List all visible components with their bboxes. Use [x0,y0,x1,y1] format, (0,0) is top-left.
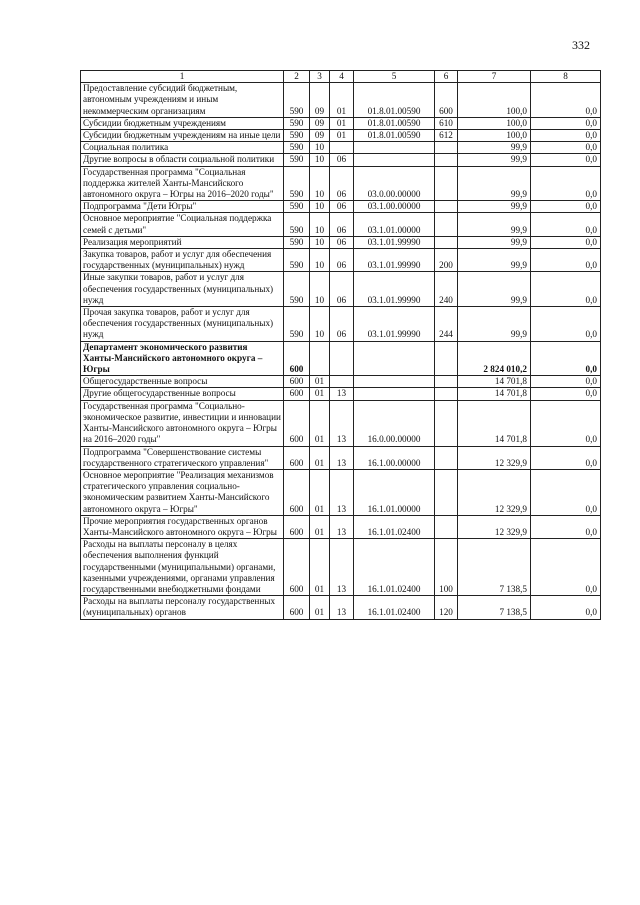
cell-amount: 99,9 [458,166,531,201]
cell-section: 01 [310,515,330,538]
cell-subsection: 13 [330,469,354,515]
cell-code-admin: 600 [284,515,310,538]
table-row [81,236,601,248]
cell-code-admin: 590 [284,166,310,201]
cell-section: 09 [310,117,330,129]
cell-expense-type: 120 [435,596,458,619]
cell-target-article: 03.0.00.00000 [354,166,435,201]
cell-amount: 12 329,9 [458,515,531,538]
cell-code-admin: 590 [284,154,310,166]
cell-expense-type [435,236,458,248]
column-header: 6 [435,71,458,83]
cell-amount-extra: 0,0 [531,166,601,201]
cell-target-article: 03.1.01.99990 [354,307,435,342]
column-header: 2 [284,71,310,83]
cell-amount: 14 701,8 [458,400,531,446]
cell-target-article [354,388,435,400]
cell-amount-extra: 0,0 [531,446,601,469]
column-header: 4 [330,71,354,83]
cell-section: 10 [310,213,330,236]
cell-target-article [354,154,435,166]
cell-code-admin: 600 [284,400,310,446]
cell-amount-extra: 0,0 [531,469,601,515]
cell-name: Иные закупки товаров, работ и услуг для обеспечения государственных (муниципальных) нужд [81,272,284,307]
cell-expense-type: 610 [435,117,458,129]
table-row [81,201,601,213]
cell-expense-type [435,388,458,400]
cell-section: 10 [310,272,330,307]
cell-code-admin: 590 [284,236,310,248]
cell-amount: 12 329,9 [458,446,531,469]
cell-name: Подпрограмма "Дети Югры" [81,201,284,213]
cell-section: 01 [310,388,330,400]
cell-code-admin: 590 [284,117,310,129]
cell-amount: 99,9 [458,154,531,166]
cell-expense-type [435,515,458,538]
cell-subsection: 06 [330,166,354,201]
table-row [81,400,601,446]
cell-section: 01 [310,539,330,596]
cell-subsection: 01 [330,83,354,118]
table-row [81,596,601,619]
cell-section: 01 [310,376,330,388]
cell-amount-extra: 0,0 [531,154,601,166]
cell-expense-type [435,446,458,469]
column-header: 7 [458,71,531,83]
cell-amount: 14 701,8 [458,376,531,388]
cell-name: Основное мероприятие "Социальная поддержка семей с детьми" [81,213,284,236]
table-row [81,388,601,400]
cell-expense-type [435,201,458,213]
cell-code-admin: 600 [284,469,310,515]
table-row [81,341,601,376]
cell-subsection: 06 [330,272,354,307]
cell-subsection: 13 [330,539,354,596]
cell-code-admin: 590 [284,249,310,272]
cell-section: 01 [310,446,330,469]
cell-target-article: 16.1.01.02400 [354,596,435,619]
cell-code-admin: 590 [284,307,310,342]
cell-expense-type: 612 [435,130,458,142]
cell-target-article [354,376,435,388]
cell-section: 10 [310,249,330,272]
cell-name: Прочие мероприятия государственных органов Ханты-Мансийского автономного округа – Югры [81,515,284,538]
cell-subsection: 06 [330,307,354,342]
cell-section: 10 [310,154,330,166]
cell-amount-extra: 0,0 [531,539,601,596]
cell-expense-type [435,400,458,446]
cell-amount-extra: 0,0 [531,130,601,142]
cell-code-admin: 590 [284,130,310,142]
cell-name: Государственная программа "Социальная поддержка жителей Ханты-Мансийского автономного округа – Югры на 2016–2020 годы" [81,166,284,201]
table-row [81,166,601,201]
cell-target-article: 16.0.00.00000 [354,400,435,446]
cell-code-admin: 600 [284,388,310,400]
cell-amount-extra: 0,0 [531,388,601,400]
table-row [81,83,601,118]
cell-amount-extra: 0,0 [531,201,601,213]
cell-target-article: 16.1.01.02400 [354,515,435,538]
cell-name: Предоставление субсидий бюджетным, автономным учреждениям и иным некоммерческим организациям [81,83,284,118]
cell-code-admin: 590 [284,83,310,118]
cell-subsection: 01 [330,130,354,142]
cell-name: Государственная программа "Социально-экономическое развитие, инвестиции и инновации Ханты-Мансийского автономного округа – Югры на 2016–2020 годы" [81,400,284,446]
cell-section: 09 [310,130,330,142]
page-number: 332 [572,38,590,52]
cell-amount: 99,9 [458,201,531,213]
table-row [81,539,601,596]
cell-amount: 99,9 [458,307,531,342]
cell-amount-extra: 0,0 [531,341,601,376]
cell-expense-type [435,166,458,201]
cell-target-article: 01.8.01.00590 [354,117,435,129]
cell-amount: 100,0 [458,130,531,142]
cell-amount-extra: 0,0 [531,117,601,129]
cell-name: Департамент экономического развития Ханты-Мансийского автономного округа – Югры [81,341,284,376]
table-row [81,376,601,388]
cell-code-admin: 600 [284,596,310,619]
cell-code-admin: 600 [284,376,310,388]
column-header: 5 [354,71,435,83]
cell-section: 10 [310,201,330,213]
cell-target-article [354,341,435,376]
table-row [81,130,601,142]
cell-target-article: 16.1.01.02400 [354,539,435,596]
cell-name: Общегосударственные вопросы [81,376,284,388]
cell-target-article [354,142,435,154]
cell-name: Другие общегосударственные вопросы [81,388,284,400]
table-row [81,272,601,307]
cell-amount: 99,9 [458,142,531,154]
cell-name: Социальная политика [81,142,284,154]
cell-subsection: 13 [330,596,354,619]
cell-amount: 7 138,5 [458,539,531,596]
cell-amount: 99,9 [458,236,531,248]
cell-target-article: 03.1.01.99990 [354,249,435,272]
cell-subsection: 06 [330,236,354,248]
cell-amount: 100,0 [458,117,531,129]
cell-expense-type: 244 [435,307,458,342]
cell-name: Расходы на выплаты персоналу государственных (муниципальных) органов [81,596,284,619]
cell-name: Субсидии бюджетным учреждениям [81,117,284,129]
cell-amount-extra: 0,0 [531,272,601,307]
cell-amount-extra: 0,0 [531,515,601,538]
cell-subsection [330,341,354,376]
cell-subsection: 06 [330,249,354,272]
cell-section: 10 [310,166,330,201]
cell-expense-type: 600 [435,83,458,118]
cell-amount-extra: 0,0 [531,236,601,248]
cell-subsection [330,142,354,154]
cell-target-article: 03.1.01.99990 [354,236,435,248]
cell-subsection: 13 [330,400,354,446]
cell-section: 10 [310,142,330,154]
cell-amount: 14 701,8 [458,388,531,400]
cell-amount: 99,9 [458,272,531,307]
cell-section: 10 [310,307,330,342]
cell-code-admin: 590 [284,272,310,307]
cell-amount-extra: 0,0 [531,400,601,446]
cell-code-admin: 590 [284,201,310,213]
cell-target-article: 01.8.01.00590 [354,130,435,142]
cell-target-article: 16.1.01.00000 [354,469,435,515]
cell-name: Другие вопросы в области социальной политики [81,154,284,166]
cell-amount-extra: 0,0 [531,596,601,619]
cell-subsection [330,376,354,388]
cell-code-admin: 600 [284,446,310,469]
header-row [81,71,601,83]
cell-section: 01 [310,469,330,515]
table-row [81,469,601,515]
cell-name: Закупка товаров, работ и услуг для обеспечения государственных (муниципальных) нужд [81,249,284,272]
cell-expense-type [435,142,458,154]
table-row [81,307,601,342]
cell-amount-extra: 0,0 [531,307,601,342]
cell-amount-extra: 0,0 [531,249,601,272]
cell-expense-type [435,469,458,515]
column-header: 1 [81,71,284,83]
cell-amount: 99,9 [458,249,531,272]
cell-section [310,341,330,376]
cell-name: Основное мероприятие "Реализация механизмов стратегического управления социально-экономическим развитием Ханты-Мансийского автономного округа – Югры" [81,469,284,515]
cell-amount-extra: 0,0 [531,376,601,388]
cell-amount: 100,0 [458,83,531,118]
table-row [81,213,601,236]
cell-expense-type: 100 [435,539,458,596]
cell-code-admin: 600 [284,539,310,596]
cell-amount: 7 138,5 [458,596,531,619]
cell-expense-type [435,376,458,388]
cell-section: 10 [310,236,330,248]
column-header: 3 [310,71,330,83]
cell-section: 01 [310,400,330,446]
cell-name: Прочая закупка товаров, работ и услуг для обеспечения государственных (муниципальных) нужд [81,307,284,342]
cell-code-admin: 590 [284,142,310,154]
cell-subsection: 01 [330,117,354,129]
column-header: 8 [531,71,601,83]
table-row [81,117,601,129]
table-row [81,249,601,272]
cell-subsection: 06 [330,154,354,166]
cell-target-article: 16.1.00.00000 [354,446,435,469]
cell-subsection: 13 [330,515,354,538]
cell-code-admin: 590 [284,213,310,236]
cell-amount-extra: 0,0 [531,213,601,236]
cell-subsection: 06 [330,201,354,213]
cell-target-article: 01.8.01.00590 [354,83,435,118]
budget-table [80,70,601,620]
cell-target-article: 03.1.01.00000 [354,213,435,236]
cell-expense-type: 200 [435,249,458,272]
cell-target-article: 03.1.01.99990 [354,272,435,307]
cell-target-article: 03.1.00.00000 [354,201,435,213]
cell-amount: 2 824 010,2 [458,341,531,376]
cell-name: Реализация мероприятий [81,236,284,248]
cell-expense-type [435,213,458,236]
cell-amount-extra: 0,0 [531,83,601,118]
table-row [81,142,601,154]
cell-amount: 99,9 [458,213,531,236]
cell-subsection: 13 [330,446,354,469]
cell-subsection: 06 [330,213,354,236]
cell-name: Подпрограмма "Совершенствование системы государственного стратегического управления" [81,446,284,469]
cell-name: Расходы на выплаты персоналу в целях обеспечения выполнения функций государственными (муниципальными) органами, казенными учреждениями, органами управления государственными внебюджетными фондами [81,539,284,596]
cell-amount: 12 329,9 [458,469,531,515]
cell-expense-type [435,341,458,376]
table-row [81,154,601,166]
cell-section: 01 [310,596,330,619]
cell-subsection: 13 [330,388,354,400]
cell-expense-type: 240 [435,272,458,307]
cell-name: Субсидии бюджетным учреждениям на иные цели [81,130,284,142]
cell-amount-extra: 0,0 [531,142,601,154]
table-row [81,446,601,469]
cell-section: 09 [310,83,330,118]
table-row [81,515,601,538]
cell-code-admin: 600 [284,341,310,376]
cell-expense-type [435,154,458,166]
